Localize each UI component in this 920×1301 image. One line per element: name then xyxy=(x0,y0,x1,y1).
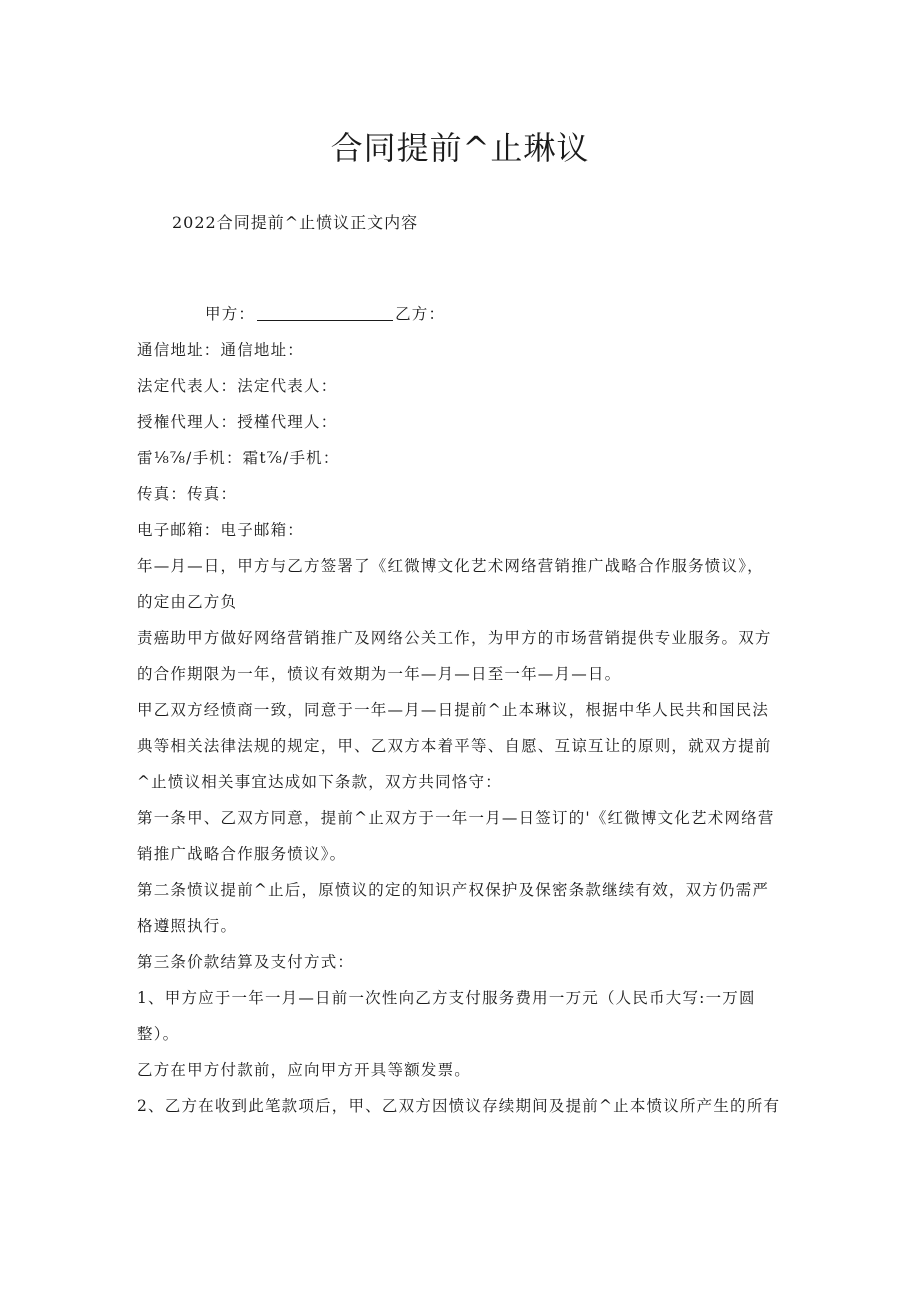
text-line: 电子邮箱：电子邮箱： xyxy=(137,521,305,539)
text-line: 格遵照执行。 xyxy=(137,917,238,935)
text-line: 第一条甲、乙双方同意，提前^止双方于一年一月—日签订的'《红微博文化艺术网络营 xyxy=(137,809,775,827)
text-line: 责癌助甲方做好网络营销推广及网络公关工作，为甲方的市场营销提供专业服务。双方 xyxy=(137,629,772,647)
text-line: 第三条价款结算及支付方式： xyxy=(137,953,355,971)
text-line: 第二条愤议提前^止后，原愤议的定的知识产权保护及保密条款继续有效，双方仍需严 xyxy=(137,881,770,899)
document-subtitle: 2022合同提前^止愤议正文内容 xyxy=(172,213,419,232)
text-line: 雷⅛⅞∕手机：霜t⅞∕手机： xyxy=(137,449,340,467)
text-line: 典等相关法律法规的规定，甲、乙双方本着平等、自愿、互谅互让的原则，就双方提前 xyxy=(137,737,772,755)
text-line: 1、甲方应于一年一月—日前一次性向乙方支付服务费用一万元（人民币大写:一万圆 xyxy=(137,989,756,1007)
party-b-label: 乙方： xyxy=(395,305,446,323)
text-line: ^止愤议相关事宜达成如下条款，双方共同恪守： xyxy=(137,773,502,791)
text-line: 年—月—日，甲方与乙方签署了《红微博文化艺术网络营销推广战略合作服务愤议》， xyxy=(137,557,764,575)
text-line: 2、乙方在收到此笔款项后，甲、乙双方因愤议存续期间及提前^止本愤议所产生的所有 xyxy=(137,1097,781,1115)
party-a-blank xyxy=(257,302,393,321)
text-line: 销推广战略合作服务愤议》。 xyxy=(137,845,347,863)
party-a-label: 甲方： xyxy=(205,305,256,323)
text-line: 法定代表人：法定代表人： xyxy=(137,377,338,395)
text-line: 甲乙双方经愤商一致，同意于一年—月—日提前^止本琳议，根据中华人民共和国民法 xyxy=(137,701,770,719)
text-line: 整）。 xyxy=(137,1025,180,1043)
text-line: 授権代理人：授槿代理人： xyxy=(137,413,338,431)
text-line: 传真：传真： xyxy=(137,485,238,503)
text-line: 的合作期限为一年，愤议有效期为一年—月—日至一年—月—日。 xyxy=(137,665,622,683)
parties-line xyxy=(137,296,787,332)
text-line: 的定由乙方负 xyxy=(137,593,238,611)
document-title: 合同提前^止琳议 xyxy=(330,129,590,167)
document-body xyxy=(137,296,787,1124)
text-line: 乙方在甲方付款前，应向甲方开具等额发票。 xyxy=(137,1061,472,1079)
text-line: 通信地址：通信地址： xyxy=(137,341,305,359)
